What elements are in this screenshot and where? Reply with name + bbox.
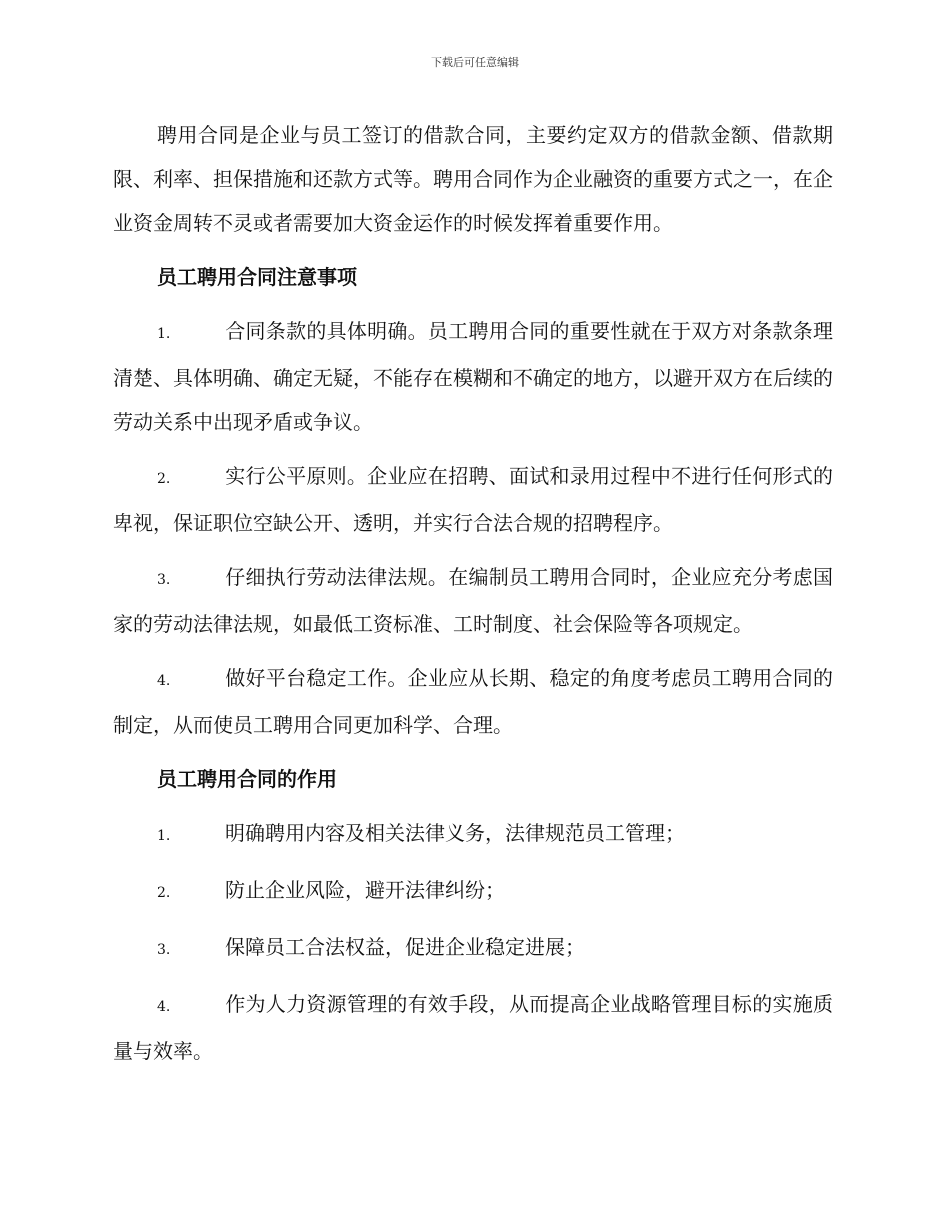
list-item-text: 作为人力资源管理的有效手段，从而提高企业战略管理目标的实施质量与效率。 bbox=[113, 992, 833, 1063]
header-note: 下载后可任意编辑 bbox=[431, 56, 519, 69]
list-item-number: 4. bbox=[157, 673, 171, 689]
list-item bbox=[113, 868, 833, 915]
list-item-text: 合同条款的具体明确。员工聘用合同的重要性就在于双方对条款条理清楚、具体明确、确定无疑，不能存在模糊和不确定的地方，以避开双方在后续的劳动关系中出现矛盾或争议。 bbox=[113, 319, 833, 434]
list-item bbox=[113, 309, 833, 444]
list-item-number: 1. bbox=[157, 828, 171, 844]
section-heading-precautions: 员工聘用合同注意事项 bbox=[157, 265, 357, 289]
list-item bbox=[113, 454, 833, 545]
list-item-text: 实行公平原则。企业应在招聘、面试和录用过程中不进行任何形式的卑视，保证职位空缺公开、透明，并实行合法合规的招聘程序。 bbox=[113, 464, 833, 535]
list-item bbox=[113, 925, 833, 972]
list-item-text: 做好平台稳定工作。企业应从长期、稳定的角度考虑员工聘用合同的制定，从而使员工聘用合同更加科学、合理。 bbox=[113, 666, 833, 737]
list-item bbox=[113, 982, 833, 1073]
list-item-number: 2. bbox=[157, 885, 171, 901]
list-item-text: 防止企业风险，避开法律纠纷； bbox=[225, 878, 505, 902]
list-item-text: 明确聘用内容及相关法律义务，法律规范员工管理； bbox=[225, 821, 685, 845]
list-item-number: 4. bbox=[157, 999, 171, 1015]
list-item-number: 3. bbox=[157, 572, 171, 588]
list-item bbox=[113, 555, 833, 646]
document-body bbox=[113, 113, 833, 1083]
list-item bbox=[113, 811, 833, 858]
section-heading-functions: 员工聘用合同的作用 bbox=[157, 767, 337, 791]
intro-paragraph: 聘用合同是企业与员工签订的借款合同，主要约定双方的借款金额、借款期限、利率、担保措施和还款方式等。聘用合同作为企业融资的重要方式之一，在企业资金周转不灵或者需要加大资金运作的时候发挥着重要作用。 bbox=[113, 123, 833, 235]
list-item bbox=[113, 656, 833, 747]
list-item-text: 保障员工合法权益，促进企业稳定进展； bbox=[225, 935, 585, 959]
list-item-number: 1. bbox=[157, 326, 171, 342]
list-item-number: 2. bbox=[157, 471, 171, 487]
list-item-number: 3. bbox=[157, 942, 171, 958]
list-item-text: 仔细执行劳动法律法规。在编制员工聘用合同时，企业应充分考虑国家的劳动法律法规，如最低工资标准、工时制度、社会保险等各项规定。 bbox=[113, 565, 833, 636]
